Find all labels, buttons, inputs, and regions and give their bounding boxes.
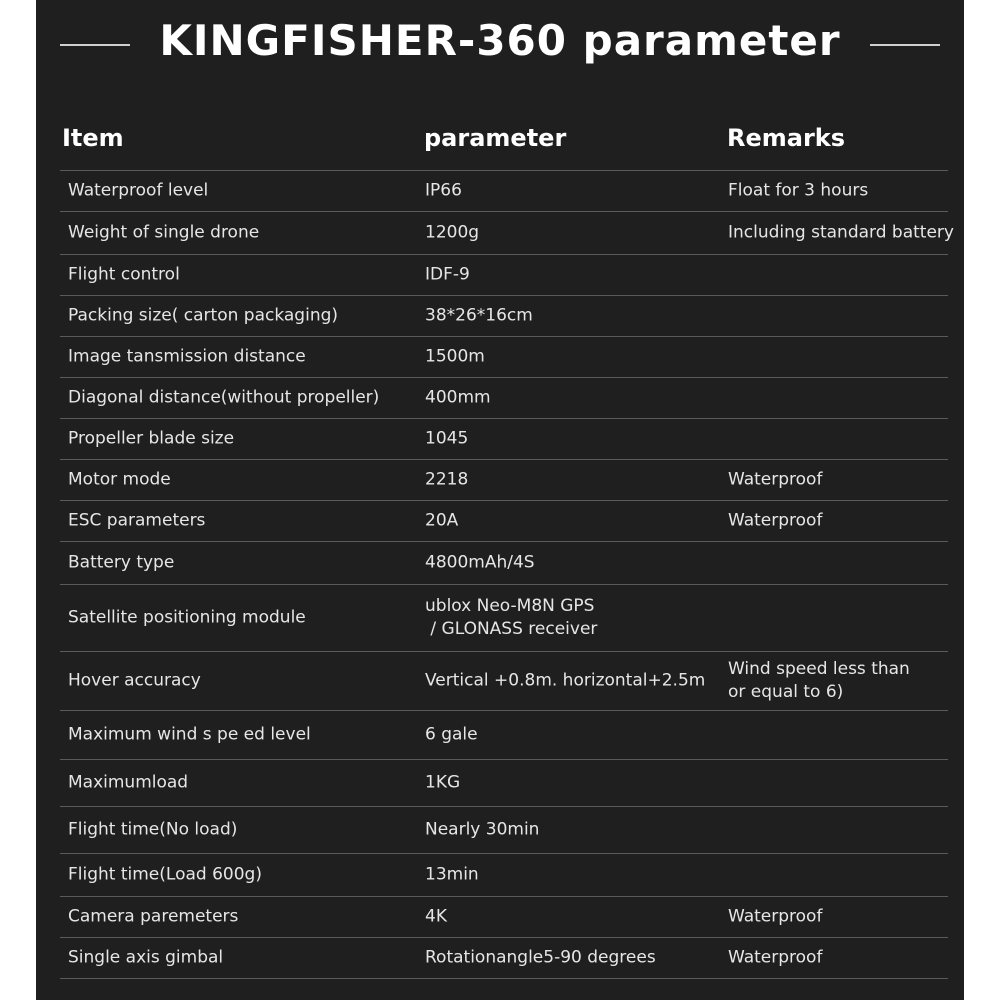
item-cell: Satellite positioning module	[68, 607, 306, 628]
remark-cell: Waterproof	[728, 469, 823, 490]
table-row	[60, 807, 948, 854]
table-row	[60, 171, 948, 212]
parameter-cell: 4800mAh/4S	[425, 552, 535, 573]
item-cell: Diagonal distance(without propeller)	[68, 387, 380, 408]
remark-cell: Waterproof	[728, 510, 823, 531]
parameter-cell: 1200g	[425, 222, 480, 243]
table-row	[60, 938, 948, 979]
parameter-cell: 1500m	[425, 346, 485, 367]
table-row	[60, 760, 948, 807]
remark-cell: Float for 3 hours	[728, 180, 869, 201]
item-cell: Maximum wind s pe ed level	[68, 724, 311, 745]
parameter-cell: IDF-9	[425, 264, 470, 285]
item-cell: Maximumload	[68, 772, 189, 793]
item-cell: Flight time(No load)	[68, 819, 238, 840]
parameter-cell: 1KG	[425, 772, 461, 793]
parameter-cell: IP66	[425, 180, 462, 201]
table-row	[60, 460, 948, 501]
title-row	[36, 14, 964, 74]
item-cell: Hover accuracy	[68, 670, 201, 691]
table-row	[60, 378, 948, 419]
page-title: KINGFISHER-360 parameter	[159, 16, 841, 65]
parameter-cell: 20A	[425, 510, 459, 531]
parameter-cell: 6 gale	[425, 724, 478, 745]
item-cell: Propeller blade size	[68, 428, 235, 449]
item-cell: ESC parameters	[68, 510, 206, 531]
table-row	[60, 337, 948, 378]
item-cell: Single axis gimbal	[68, 947, 224, 968]
item-cell: Waterproof level	[68, 180, 209, 201]
parameter-cell: Nearly 30min	[425, 819, 540, 840]
header-remarks: Remarks	[727, 124, 846, 152]
item-cell: Packing size( carton packaging)	[68, 305, 339, 326]
parameter-cell: 38*26*16cm	[425, 305, 533, 326]
parameter-cell	[425, 595, 597, 641]
title-divider-right	[870, 44, 940, 46]
parameter-cell: Vertical +0.8m. horizontal+2.5m	[425, 670, 706, 691]
header-parameter: parameter	[424, 124, 567, 152]
parameter-cell: 1045	[425, 428, 469, 449]
table-row	[60, 542, 948, 585]
parameter-cell: 4K	[425, 906, 447, 927]
item-cell: Battery type	[68, 552, 175, 573]
item-cell: Flight time(Load 600g)	[68, 864, 262, 885]
parameter-table	[60, 170, 954, 979]
table-row	[60, 897, 948, 938]
table-row	[60, 585, 948, 652]
table-row	[60, 501, 948, 542]
table-row	[60, 711, 948, 760]
item-cell: Weight of single drone	[68, 222, 260, 243]
remark-cell: Waterproof	[728, 906, 823, 927]
parameter-line-1: ublox Neo-M8N GPS	[425, 596, 595, 616]
remark-cell	[728, 658, 910, 704]
parameter-line-2: / GLONASS receiver	[425, 619, 598, 639]
table-row	[60, 854, 948, 897]
table-header	[36, 124, 964, 158]
parameter-cell: 2218	[425, 469, 469, 490]
parameter-cell: 400mm	[425, 387, 491, 408]
table-row	[60, 212, 954, 255]
remark-line-2: or equal to 6)	[728, 682, 844, 702]
table-row	[60, 296, 948, 337]
item-cell: Flight control	[68, 264, 180, 285]
parameter-cell: Rotationangle5-90 degrees	[425, 947, 656, 968]
table-row	[60, 255, 948, 296]
table-row	[60, 652, 948, 711]
item-cell: Motor mode	[68, 469, 171, 490]
table-row	[60, 419, 948, 460]
parameter-cell: 13min	[425, 864, 479, 885]
remark-cell: Including standard battery	[728, 222, 954, 243]
header-item: Item	[62, 124, 124, 152]
remark-line-1: Wind speed less than	[728, 659, 910, 679]
item-cell: Camera paremeters	[68, 906, 239, 927]
remark-cell: Waterproof	[728, 947, 823, 968]
spec-panel	[36, 0, 964, 1000]
item-cell: Image tansmission distance	[68, 346, 306, 367]
